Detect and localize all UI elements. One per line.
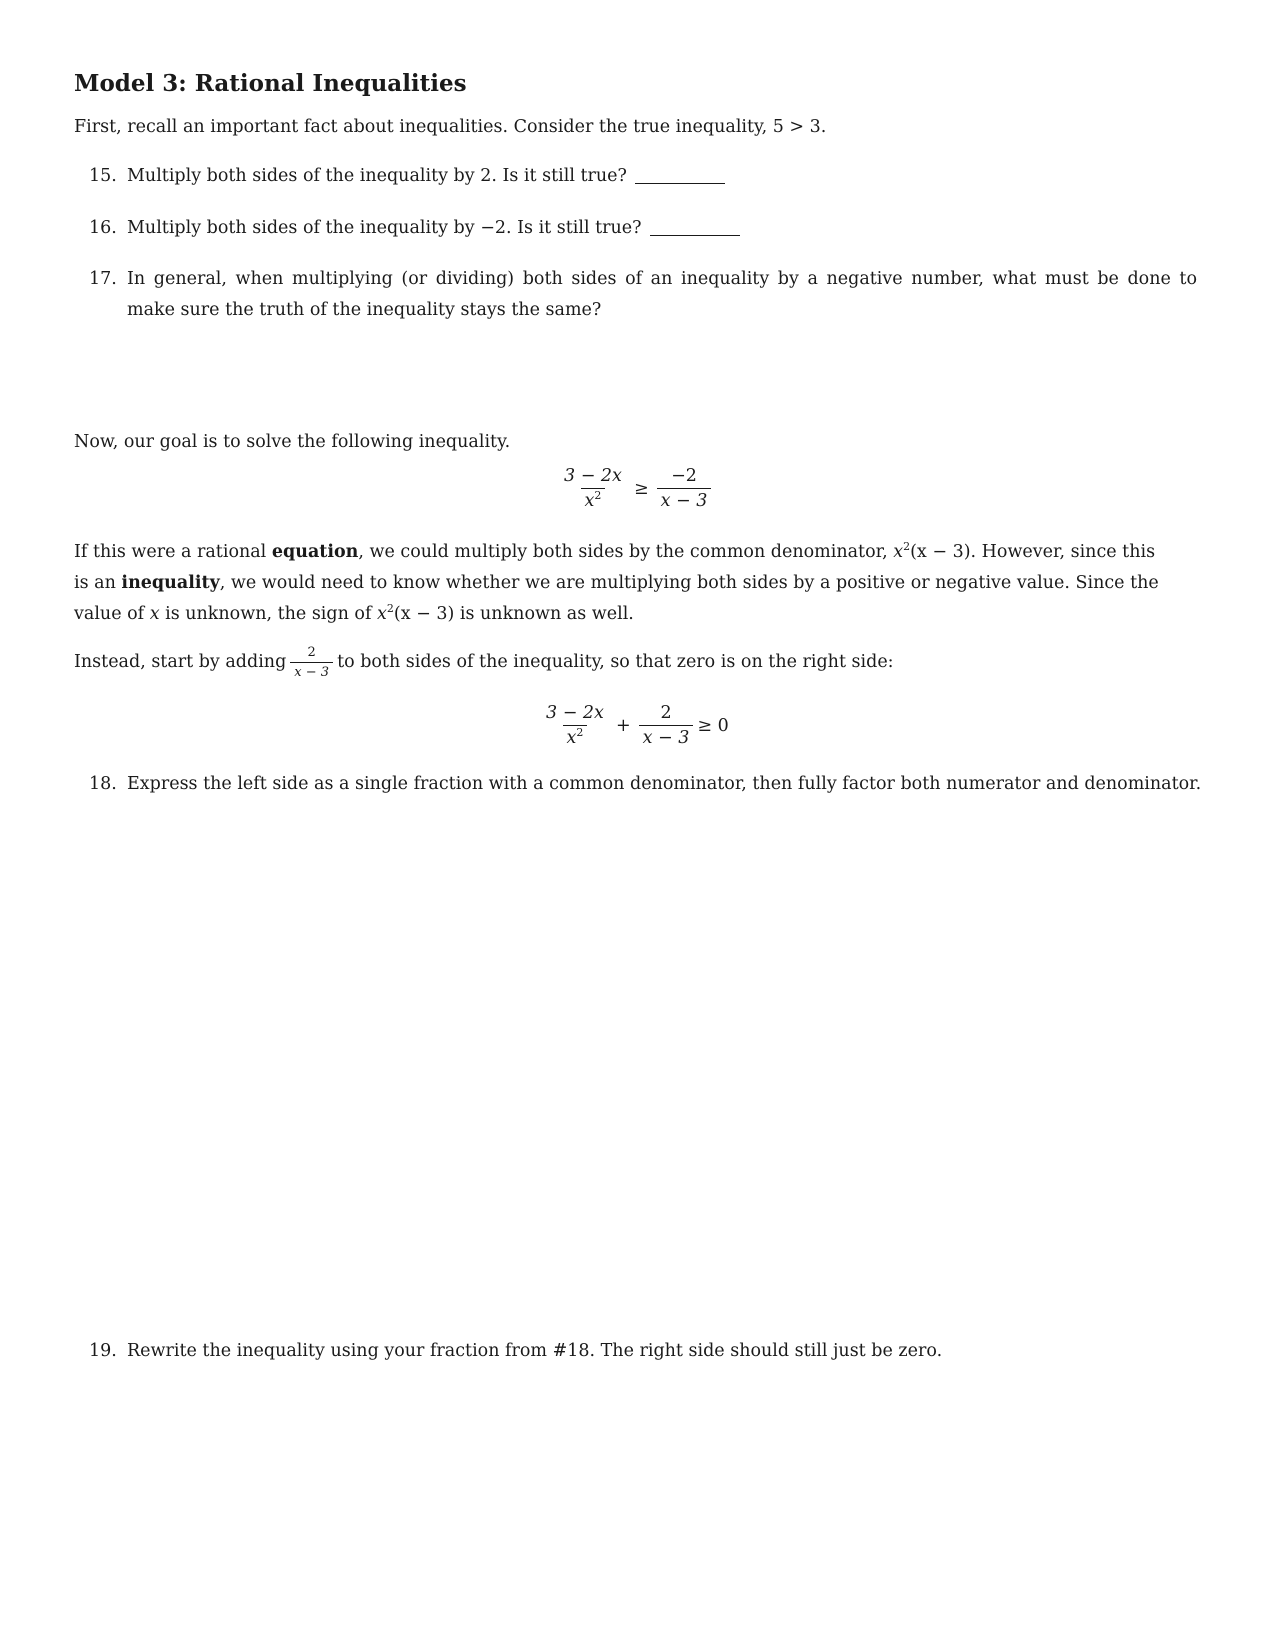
answer-blank-15[interactable] — [635, 182, 725, 184]
explanation-line-1 — [74, 537, 1156, 568]
fraction-left — [560, 466, 626, 511]
numerator: 2 — [307, 645, 316, 660]
text-span: , we could multiply both sides by the common denominator, — [358, 542, 894, 562]
question-number: 15. — [89, 166, 117, 186]
question-text: Express the left side as a single fraction with a common denominator, then fully factor both numerator and denominator. — [127, 774, 1202, 794]
question-15-text: Multiply both sides of the inequality by 2. Is it still true? — [127, 166, 627, 186]
bold-inequality: inequality — [121, 573, 220, 593]
question-16-text: Multiply both sides of the inequality by −2. Is it still true? — [127, 218, 642, 238]
question-number: 16. — [89, 218, 117, 238]
explanation-line-2 — [74, 568, 1159, 599]
text-span: (x − 3). However, since this — [910, 542, 1156, 562]
text-span: (x − 3) is unknown as well. — [393, 604, 634, 624]
explanation-paragraph — [74, 537, 1159, 630]
denominator-var: x — [584, 491, 595, 511]
plus-sign: + — [615, 715, 631, 736]
question-text — [127, 264, 1197, 326]
intro-text: First, recall an important fact about inequalities. Consider the true inequality, 5 > 3. — [74, 117, 827, 137]
math-x: x — [893, 542, 904, 562]
denominator: x − 3 — [639, 725, 694, 748]
instead-text — [74, 645, 894, 680]
page-title: Model 3: Rational Inequalities — [74, 70, 467, 97]
question-16 — [0, 213, 1275, 244]
bold-equation: equation — [271, 542, 359, 562]
text-span: , we would need to know whether we are multiplying both sides by a positive or negative value. Since the — [219, 573, 1159, 593]
question-19 — [0, 1336, 1275, 1367]
exponent: 2 — [576, 726, 584, 740]
question-17-line-2: make sure the truth of the inequality stays the same? — [127, 300, 602, 320]
denominator: x − 3 — [290, 662, 333, 680]
question-text — [127, 213, 740, 244]
rewritten-inequality — [538, 703, 729, 748]
question-17-line-1: In general, when multiplying (or dividing) both sides of an inequality by a negative number, what must be done to — [127, 269, 1197, 289]
math-x: x — [377, 604, 387, 624]
numerator: 3 − 2x — [546, 703, 604, 723]
numerator: 2 — [660, 703, 672, 723]
answer-blank-16[interactable] — [650, 234, 740, 236]
fraction-left — [542, 703, 608, 748]
text-span: to both sides of the inequality, so that zero is on the right side: — [337, 652, 894, 672]
text-span: If this were a rational — [74, 542, 272, 562]
numerator: −2 — [671, 466, 697, 486]
text-span: value of — [74, 604, 150, 624]
denominator — [581, 488, 606, 511]
numerator: 3 − 2x — [564, 466, 622, 486]
math-x: x — [149, 604, 160, 624]
inequality-equation — [556, 466, 715, 511]
text-span: is an — [74, 573, 122, 593]
question-number: 17. — [89, 269, 117, 289]
question-number: 18. — [89, 774, 117, 794]
question-18 — [0, 769, 1275, 800]
greater-equal-zero: ≥ 0 — [697, 715, 729, 736]
text-span: Instead, start by adding — [74, 652, 287, 672]
fraction-right — [657, 466, 712, 511]
denominator: x − 3 — [657, 488, 712, 511]
answer-space-19[interactable] — [74, 1378, 1194, 1608]
exponent: 2 — [594, 489, 602, 503]
question-text — [127, 161, 725, 192]
question-15 — [0, 161, 1275, 192]
goal-text: Now, our goal is to solve the following inequality. — [74, 432, 511, 452]
denominator-var: x — [566, 728, 577, 748]
exponent: 2 — [903, 540, 911, 554]
question-number: 19. — [89, 1341, 117, 1361]
exponent: 2 — [386, 602, 394, 616]
question-17 — [0, 264, 1275, 326]
answer-space-18[interactable] — [74, 810, 1194, 1310]
text-span: is unknown, the sign of — [159, 604, 378, 624]
inline-fraction — [290, 645, 333, 680]
question-text: Rewrite the inequality using your fraction from #18. The right side should still just be zero. — [127, 1341, 943, 1361]
explanation-line-3 — [74, 599, 1144, 630]
greater-equal-sign: ≥ — [633, 478, 649, 499]
fraction-right — [639, 703, 694, 748]
denominator — [563, 725, 588, 748]
